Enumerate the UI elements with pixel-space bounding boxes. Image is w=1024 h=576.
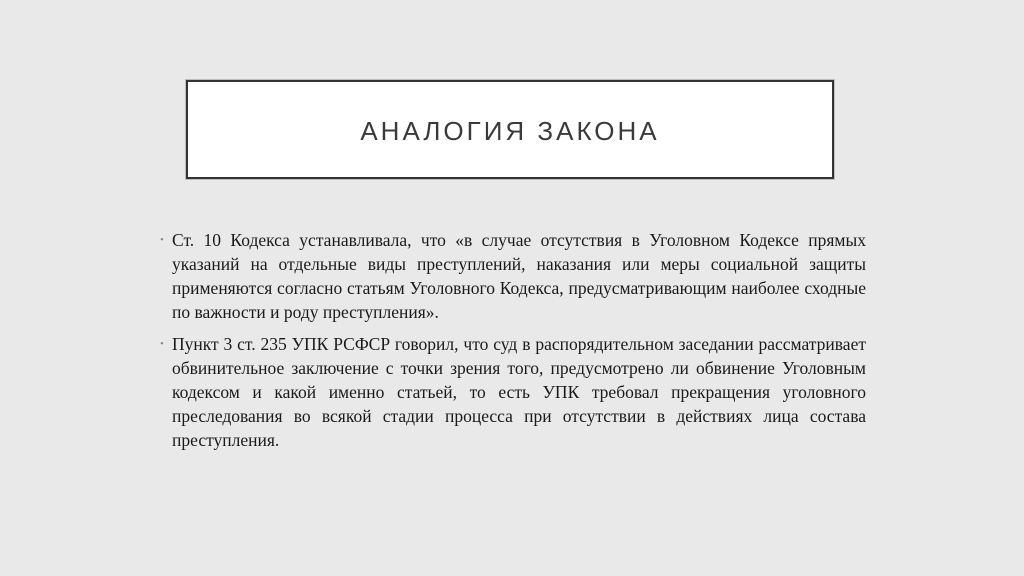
- bullet-icon: •: [160, 338, 164, 350]
- bullet-list: [160, 228, 866, 460]
- slide-title: АНАЛОГИЯ ЗАКОНА: [360, 116, 660, 146]
- bullet-icon: •: [160, 234, 164, 246]
- bullet-text: Пункт 3 ст. 235 УПК РСФСР говорил, что суд в распорядительном заседании рассматривает обвинительное заключение с точки зрения того, предусмотрено ли обвинение Уголовным кодексом и какой именно статьей, то есть УПК требовал прекращения уголовного преследования во всякой стадии процесса при отсутствии в действиях лица состава преступления.: [172, 334, 866, 450]
- bullet-item: [160, 228, 866, 324]
- bullet-text: Ст. 10 Кодекса устанавливала, что «в случае отсутствия в Уголовном Кодексе прямых указаний на отдельные виды преступлений, наказания или меры социальной защиты применяются согласно статьям Уголовного Кодекса, предусматривающим наиболее сходные по важности и роду преступления».: [172, 230, 866, 322]
- bullet-item: [160, 332, 866, 452]
- title-box: [186, 80, 834, 179]
